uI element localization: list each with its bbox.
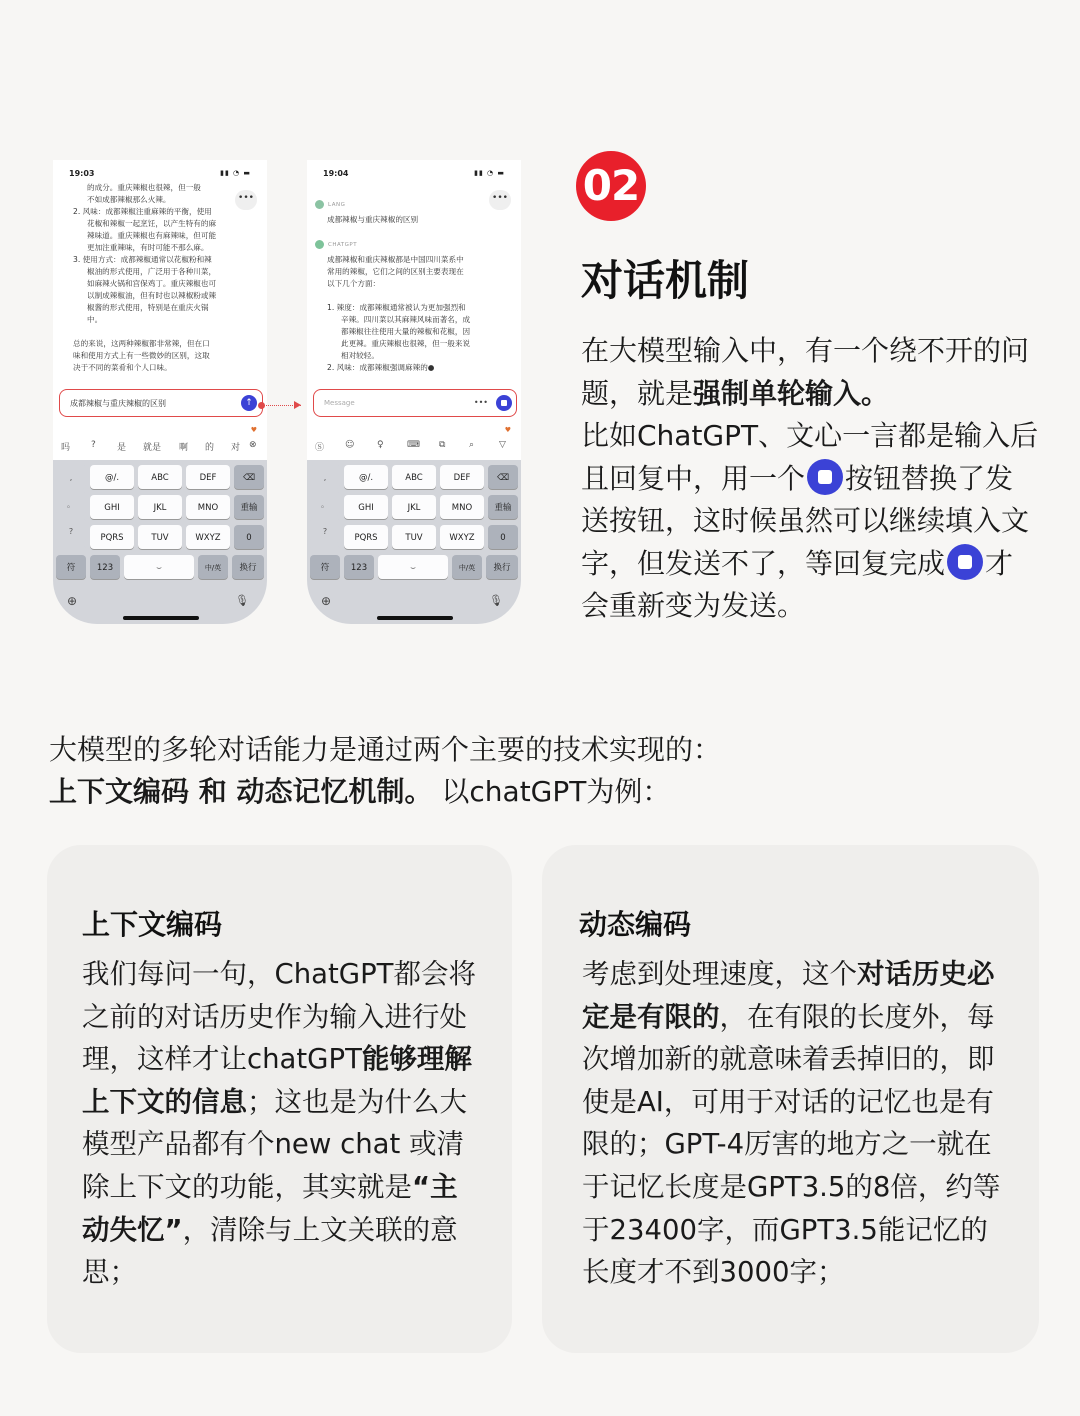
chat-line: 辣味道。重庆辣椒也有麻辣味，但可能 (87, 231, 217, 240)
chat-line: 3. 使用方式：成都辣椒通常以花椒粉和辣 (73, 255, 212, 264)
card-body (82, 953, 482, 1294)
send-button[interactable]: ↑ (241, 395, 257, 411)
chat-line: 不如成都辣椒那么火辣。 (87, 195, 171, 204)
card-dynamic-encoding (542, 845, 1039, 1353)
chat-line: 椒酱的形式使用，特别是在重庆火锅 (87, 303, 209, 312)
status-icons: ▮▮ ◔ ▬ (474, 169, 505, 177)
suggestion-bar (53, 440, 267, 460)
chat-line: 味和使用方式上有一些微妙的区别，这取 (73, 351, 210, 360)
phone-screenshot-after (307, 160, 521, 624)
intro-text: 在大模型输入中，有一个绕不开的问题，就是 (581, 334, 1030, 410)
symbols-toggle-key[interactable]: 符 (310, 555, 340, 579)
key-ghi[interactable]: GHI (344, 495, 388, 519)
key-tuv[interactable]: TUV (392, 525, 436, 549)
typing-dots: ••• (473, 398, 488, 407)
stop-button-icon (947, 544, 983, 580)
stop-button-icon (807, 459, 843, 495)
chat-line: 成都辣椒和重庆辣椒都是中国四川菜系中 (327, 255, 464, 264)
suggestion-item[interactable]: 啊 (179, 443, 189, 453)
card-text: 我们每问一句，ChatGPT都会将之前的对话历史作为输入进行处理，这样才让chatGPT (82, 958, 476, 1076)
key-abc[interactable]: ABC (392, 465, 436, 489)
reenter-key[interactable]: 重输 (234, 495, 264, 519)
key-mno[interactable]: MNO (440, 495, 484, 519)
microphone-icon[interactable]: 🎙 (235, 594, 249, 607)
numbers-key[interactable]: 123 (90, 555, 120, 579)
numbers-key[interactable]: 123 (344, 555, 374, 579)
chat-line: 总的来说，这两种辣椒都非常辣，但在口 (73, 339, 210, 348)
chat-line: 如麻辣火锅和宫保鸡丁。重庆辣椒也可 (87, 279, 217, 288)
intro-text: 才会重新变为发送。 (581, 546, 1014, 622)
message-input[interactable] (59, 389, 263, 417)
intro-line-1 (581, 330, 1041, 415)
chat-line: 中。 (87, 315, 103, 324)
card-bold-text: “主动失忆” (82, 1170, 458, 1246)
intro-line-2 (581, 415, 1041, 628)
chat-line: 花椒和辣椒一起烹饪，以产生特有的麻 (87, 219, 217, 228)
chat-line: 椒油的形式使用，广泛用于各种川菜， (87, 267, 217, 276)
status-icons: ▮▮ ◔ ▬ (220, 169, 251, 177)
card-title: 动态编码 (579, 908, 692, 941)
keyboard (53, 460, 267, 624)
symbol-key[interactable]: 。 (56, 492, 86, 516)
stop-button[interactable] (496, 395, 512, 411)
globe-icon[interactable]: ⊕ (321, 594, 332, 608)
suggestion-item[interactable]: 吗 (61, 443, 71, 453)
microphone-icon[interactable]: 🎙 (489, 594, 503, 607)
summary-line-2 (49, 770, 670, 810)
symbol-key[interactable]: , (56, 465, 86, 489)
intro-text: 比如ChatGPT、文心一言都是输入后且回复中，用一个 (581, 419, 1039, 495)
card-title: 上下文编码 (82, 908, 223, 941)
sogou-icon[interactable]: Ⓢ (315, 443, 325, 453)
summary-bold-text: 上下文编码 和 动态记忆机制。 (49, 775, 433, 808)
chat-line: 的成分。重庆辣椒也很辣，但一般 (87, 183, 201, 192)
user-role-text: LANG (328, 202, 346, 208)
chat-line: 常用的辣椒，它们之间的区别主要表现在 (327, 267, 464, 276)
chat-line (327, 290, 505, 302)
bot-role-text: CHATGPT (328, 242, 358, 248)
keyboard-top-icon: ♥ (250, 426, 257, 434)
chat-line: 更加注重辣味，有时可能不那么麻。 (87, 243, 209, 252)
return-key[interactable]: 换行 (486, 555, 518, 579)
section-title: 对话机制 (581, 256, 750, 305)
key-ghi[interactable]: GHI (90, 495, 134, 519)
delete-key[interactable]: ⌫ (488, 465, 518, 489)
card-text: ；这也是为什么大模型产品都有个new chat 或清除上下文的功能，其实就是 (82, 1085, 467, 1203)
chat-response (327, 254, 505, 374)
suggestion-item[interactable]: ? (91, 440, 96, 450)
delete-key[interactable]: ⌫ (234, 465, 264, 489)
home-indicator (123, 616, 199, 620)
return-key[interactable]: 换行 (232, 555, 264, 579)
chat-line: 此更辣。重庆辣椒也很辣，但一般来说 (341, 339, 471, 348)
status-time: 19:03 (69, 169, 95, 178)
symbol-key[interactable]: ? (56, 519, 86, 543)
card-context-encoding (47, 845, 512, 1353)
card-text: ，清除与上文关联的意思； (82, 1213, 458, 1289)
chat-line: 1. 辣度：成都辣椒通常被认为更加强烈和 (327, 303, 466, 312)
message-input[interactable] (313, 389, 517, 417)
card-text: ，在有限的长度外，每次增加新的就意味着丢掉旧的，即使是AI，可用于对话的记忆也是有限的；GPT-4厉害的地方之一就在于记忆长度是GPT3.5的8倍，约等于23400字，而GPT3.5能记忆的长度才不到3000字； (582, 1000, 1001, 1289)
connector-arrow-icon (294, 401, 301, 409)
keyboard-top-icon: ♥ (504, 426, 511, 434)
keyboard-toolbar (307, 440, 521, 460)
key-mno[interactable]: MNO (186, 495, 230, 519)
card-body (582, 953, 1012, 1294)
chatgpt-avatar-icon (315, 240, 324, 249)
reenter-key[interactable]: 重输 (488, 495, 518, 519)
zero-key[interactable]: 0 (488, 525, 518, 549)
home-indicator (377, 616, 453, 620)
key-pqrs[interactable]: PQRS (344, 525, 388, 549)
intro-text: 按钮替换了发送按钮，这时候虽然可以继续填入文字，但发送不了，等回复完成 (581, 461, 1030, 580)
chat-line: 辛辣。四川菜以其麻辣风味而著名，成 (341, 315, 471, 324)
symbol-key[interactable]: 。 (310, 492, 340, 516)
key-def[interactable]: DEF (440, 465, 484, 489)
chat-line: 以制成辣椒油，但有时也以辣椒粉或辣 (87, 291, 217, 300)
message-input-text: 成都辣椒与重庆辣椒的区别 (70, 399, 166, 408)
summary-text: 以chatGPT为例： (432, 775, 671, 808)
suggestion-item[interactable]: 就是 (143, 443, 162, 453)
keyboard (307, 460, 521, 624)
phone-screenshot-before (53, 160, 267, 624)
key-jkl[interactable]: JKL (138, 495, 182, 519)
space-key[interactable]: ⌣ (378, 555, 448, 579)
chat-line: 2. 风味：成都辣椒注重麻辣的平衡，使用 (73, 207, 212, 216)
user-role-label (315, 200, 345, 209)
card-bold-text: 对话历史必定是有限的 (582, 958, 995, 1033)
chat-line: 2. 风味：成都辣椒强调麻辣的● (327, 363, 435, 372)
card-text: 考虑到处理速度，这个 (582, 958, 857, 990)
key-jkl[interactable]: JKL (392, 495, 436, 519)
space-key[interactable]: ⌣ (124, 555, 194, 579)
symbols-toggle-key[interactable]: 符 (56, 555, 86, 579)
message-input-placeholder: Message (324, 399, 355, 407)
suggestion-item[interactable]: 的 (205, 443, 215, 453)
zero-key[interactable]: 0 (234, 525, 264, 549)
key-tuv[interactable]: TUV (138, 525, 182, 549)
voice-icon[interactable]: ♀ (377, 440, 384, 450)
symbol-key[interactable]: ? (310, 519, 340, 543)
status-bar (69, 169, 251, 181)
status-bar (323, 169, 505, 181)
search-icon[interactable]: ⌕ (469, 440, 475, 450)
clear-suggestions-icon[interactable]: ⊗ (249, 440, 257, 450)
key-abc[interactable]: ABC (138, 465, 182, 489)
key-punct[interactable]: @/. (344, 465, 388, 489)
intro-paragraph (581, 330, 1041, 628)
key-wxyz[interactable]: WXYZ (440, 525, 484, 549)
more-button[interactable]: ••• (235, 190, 257, 210)
status-time: 19:04 (323, 169, 349, 178)
globe-icon[interactable]: ⊕ (67, 594, 78, 608)
symbol-key[interactable]: , (310, 465, 340, 489)
card-bold-text: 能够理解上下文的信息 (82, 1043, 472, 1118)
bot-role-label (315, 240, 357, 249)
chat-line (73, 326, 251, 338)
key-wxyz[interactable]: WXYZ (186, 525, 230, 549)
suggestion-item[interactable]: 是 (117, 443, 127, 453)
more-button[interactable]: ••• (489, 190, 511, 210)
summary-line: 大模型的多轮对话能力是通过两个主要的技术实现的： (49, 733, 722, 766)
chat-line: 相对较轻。 (341, 351, 379, 360)
suggestion-item[interactable]: 对 (231, 443, 241, 453)
section-number-badge: 02 (576, 151, 646, 221)
emoji-icon[interactable]: ☺ (345, 440, 355, 450)
user-message: 成都辣椒与重庆辣椒的区别 (327, 215, 419, 224)
keyboard-icon[interactable]: ⌨ (407, 440, 420, 450)
language-key[interactable]: 中/英 (452, 555, 482, 579)
chat-line: 决于不同的菜肴和个人口味。 (73, 363, 172, 372)
intro-bold-text: 强制单轮输入。 (693, 376, 890, 410)
collapse-icon[interactable]: ▽ (499, 440, 506, 450)
user-avatar-icon (315, 200, 324, 209)
chat-response (73, 182, 251, 374)
key-punct[interactable]: @/. (90, 465, 134, 489)
key-def[interactable]: DEF (186, 465, 230, 489)
language-key[interactable]: 中/英 (198, 555, 228, 579)
chat-line: 都辣椒往往使用大量的辣椒和花椒，因 (341, 327, 471, 336)
chat-line: 以下几个方面： (327, 279, 381, 288)
clipboard-icon[interactable]: ⧉ (439, 440, 446, 450)
key-pqrs[interactable]: PQRS (90, 525, 134, 549)
